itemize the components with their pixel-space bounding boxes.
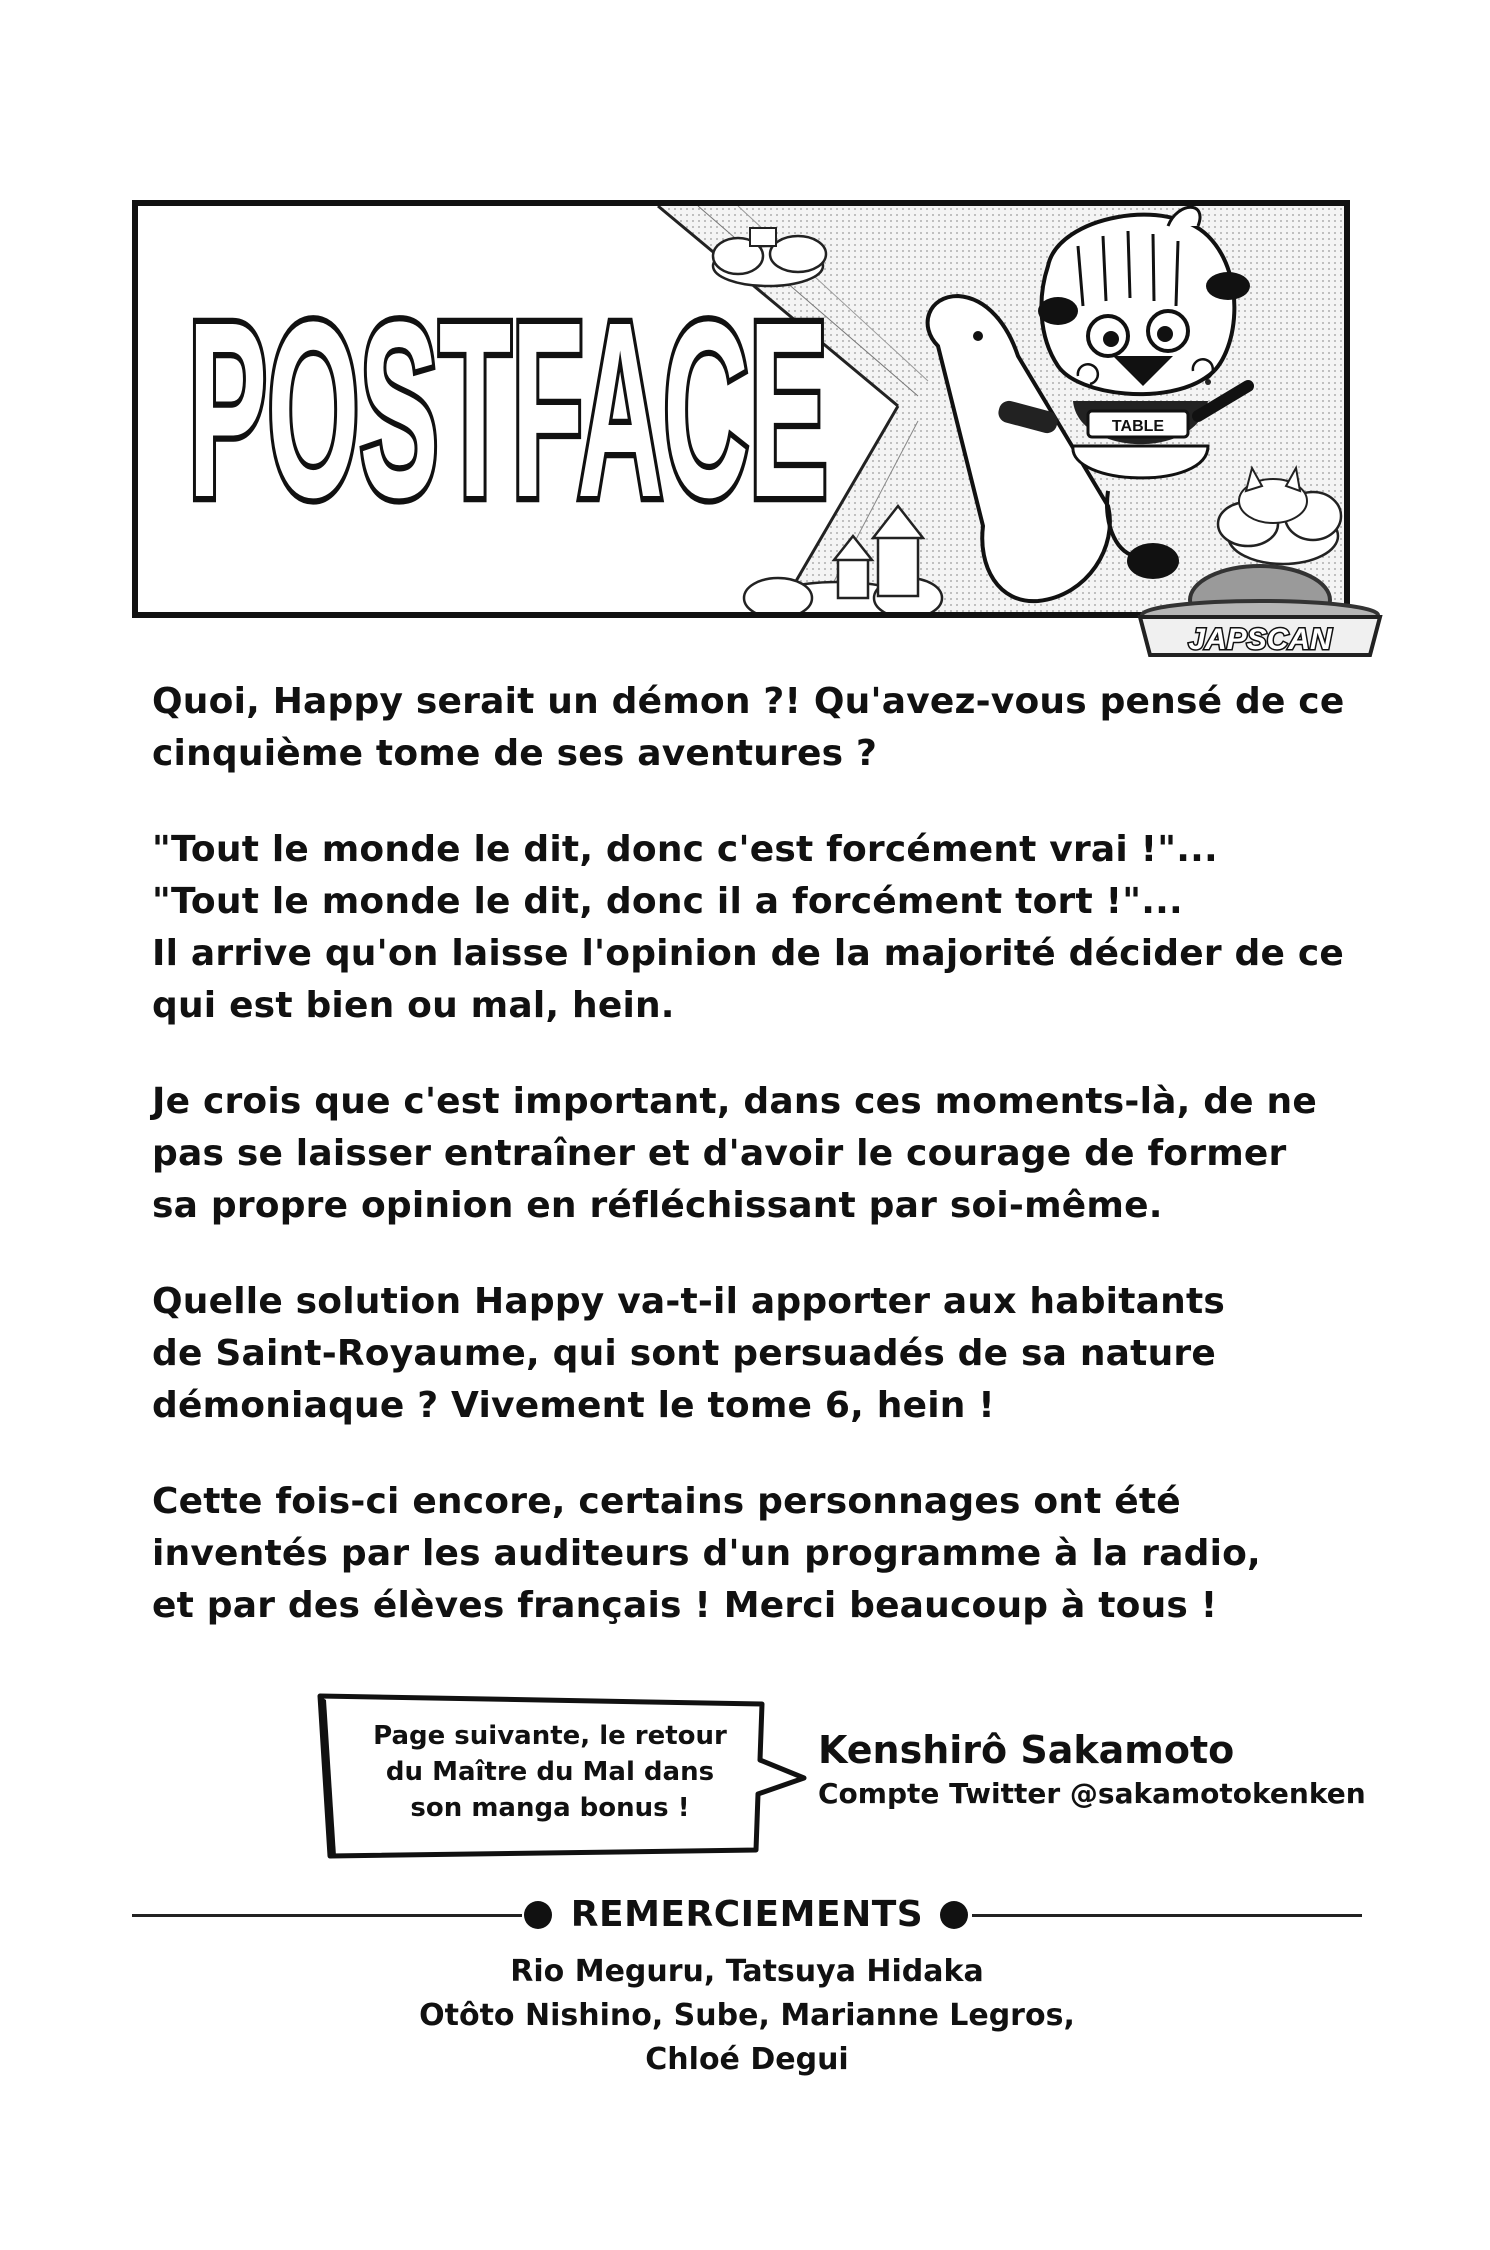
paragraph-line: démoniaque ? Vivement le tome 6, hein ! [152,1385,995,1426]
paragraph-line: cinquième tome de ses aventures ? [152,733,878,774]
thanks-title: REMERCIEMENTS [570,1894,924,1935]
paragraph-line: Je crois que c'est important, dans ces moments-là, de ne [152,1081,1317,1122]
speech-line: son manga bonus ! [410,1793,690,1823]
divider-bullet-right [940,1901,968,1929]
speech-box-text [340,1718,760,1826]
paragraph-3 [152,1076,1352,1232]
paragraph-1 [152,676,1352,780]
paragraph-line: Cette fois-ci encore, certains personnages ont été [152,1481,1181,1522]
paragraph-2 [152,824,1352,1032]
postface-body [152,676,1352,1676]
thanks-line: Rio Meguru, Tatsuya Hidaka [510,1954,984,1989]
speech-line: Page suivante, le retour [373,1721,727,1751]
thanks-divider [132,1895,1362,1935]
thanks-line: Chloé Degui [645,2042,849,2077]
postface-title-lettering [168,266,848,566]
paragraph-line: pas se laisser entraîner et d'avoir le courage de former [152,1133,1287,1174]
paragraph-5 [152,1476,1352,1632]
paragraph-line: qui est bien ou mal, hein. [152,985,675,1026]
paragraph-line: "Tout le monde le dit, donc c'est forcément vrai !"... [152,829,1218,870]
divider-bullet-left [524,1901,552,1929]
paragraph-line: inventés par les auditeurs d'un programme à la radio, [152,1533,1261,1574]
author-twitter-handle: Compte Twitter @sakamotokenken [818,1777,1366,1810]
paragraph-line: Quoi, Happy serait un démon ?! Qu'avez-vous pensé de ce [152,681,1345,722]
paragraph-4 [152,1276,1352,1432]
divider-line-right [972,1914,1362,1917]
japscan-watermark-text: JAPSCAN [1188,623,1332,656]
paragraph-line: et par des élèves français ! Merci beaucoup à tous ! [152,1585,1218,1626]
next-page-speech-box [312,1690,812,1860]
divider-line-left [132,1914,522,1917]
paragraph-line: sa propre opinion en réfléchissant par soi-même. [152,1185,1163,1226]
paragraph-line: de Saint-Royaume, qui sont persuadés de sa nature [152,1333,1216,1374]
thanks-line: Otôto Nishino, Sube, Marianne Legros, [419,1998,1075,2033]
mascot-belt-text: TABLE [1111,418,1165,435]
paragraph-line: Il arrive qu'on laisse l'opinion de la majorité décider de ce [152,933,1345,974]
paragraph-line: "Tout le monde le dit, donc il a forcément tort !"... [152,881,1183,922]
paragraph-line: Quelle solution Happy va-t-il apporter aux habitants [152,1281,1225,1322]
japscan-watermark-logo [1130,555,1390,665]
speech-line: du Maître du Mal dans [385,1757,715,1787]
author-signature [818,1726,1366,1814]
thanks-names [132,1950,1362,2082]
postface-title-text: POSTFACE [188,269,829,550]
author-name: Kenshirô Sakamoto [818,1728,1235,1772]
